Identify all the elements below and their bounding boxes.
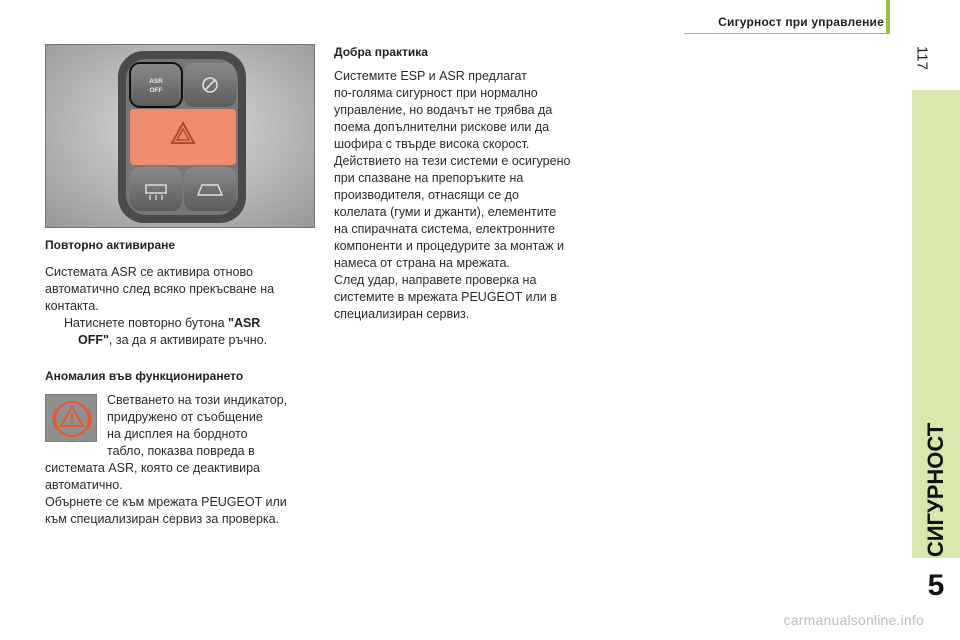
page-number-text: 117 <box>913 46 931 70</box>
malfunction-icon-line-4: табло, показва повреда в <box>107 444 255 458</box>
chapter-number: 5 <box>927 569 945 602</box>
malfunction-line-1: системата ASR, която се деактивира <box>45 461 261 475</box>
good-practice-line-3: управление, но водачът не трябва да <box>334 103 553 117</box>
reactivation-line-2: автоматично след всяко прекъсване на <box>45 282 275 296</box>
header-accent-bar <box>886 0 890 34</box>
bullet-text-after: , за да я активирате ръчно. <box>108 333 268 347</box>
good-practice-line-13: След удар, направете проверка на <box>334 273 537 287</box>
good-practice-line-2: по-голяма сигурност при нормално <box>334 86 538 100</box>
malfunction-line-3: Обърнете се към мрежата PEUGEOT или <box>45 495 287 509</box>
watermark: carmanualsonline.info <box>783 612 924 628</box>
asr-off-button <box>130 63 182 107</box>
good-practice-line-1: Системите ESP и ASR предлагат <box>334 69 527 83</box>
chapter-title-wrap <box>912 90 960 558</box>
recirculation-button <box>184 167 236 211</box>
asr-label: ASR <box>149 78 163 85</box>
malfunction-heading: Аномалия във функционирането <box>45 369 244 383</box>
good-practice-heading: Добра практика <box>334 45 428 59</box>
good-practice-line-9: колелата (гуми и джанти), елементите <box>334 205 557 219</box>
good-practice-line-7: при спазване на препоръките на <box>334 171 524 185</box>
chapter-title: СИГУРНОСТ <box>923 422 948 558</box>
chapter-side-tab <box>912 90 960 558</box>
warning-indicator-icon <box>45 394 97 442</box>
reactivation-line-3: контакта. <box>45 299 99 313</box>
good-practice-line-10: на спирачната система, електронните <box>334 222 555 236</box>
section-title: Сигурност при управление <box>718 15 884 29</box>
page-number <box>912 40 932 76</box>
rear-defrost-button <box>130 167 182 211</box>
malfunction-icon-line-2: придружено от съобщение <box>107 410 263 424</box>
good-practice-line-4: поема допълнителни рискове или да <box>334 120 550 134</box>
good-practice-line-15: специализиран сервиз. <box>334 307 470 321</box>
bullet-text-before: Натиснете повторно бутона <box>64 316 229 330</box>
asr-button-panel-photo <box>45 44 315 228</box>
good-practice-line-11: компоненти и процедурите за монтаж и <box>334 239 564 253</box>
malfunction-icon-line-1: Светването на този индикатор, <box>107 393 288 407</box>
good-practice-line-6: Действието на тези системи е осигурено <box>334 154 571 168</box>
bullet-bold-2: OFF" <box>78 333 109 347</box>
off-label: OFF <box>149 87 163 94</box>
good-practice-line-5: шофира с твърде висока скорост. <box>334 137 530 151</box>
reactivation-heading: Повторно активиране <box>45 238 176 252</box>
malfunction-icon-line-3: на дисплея на бордното <box>107 427 248 441</box>
hazard-button <box>130 109 236 165</box>
panel-illustration <box>46 45 315 228</box>
good-practice-line-14: системите в мрежата PEUGEOT или в <box>334 290 557 304</box>
good-practice-line-8: производителя, отнасящи се до <box>334 188 519 202</box>
bullet-line-2 <box>78 330 267 350</box>
good-practice-line-12: намеса от страна на мрежата. <box>334 256 510 270</box>
bullet-bold-1: "ASR <box>228 316 261 330</box>
reactivation-line-1: Системата ASR се активира отново <box>45 265 253 279</box>
malfunction-line-4: към специализиран сервиз за проверка. <box>45 512 280 526</box>
warning-indicator-svg <box>46 395 98 443</box>
malfunction-line-2: автоматично. <box>45 478 123 492</box>
